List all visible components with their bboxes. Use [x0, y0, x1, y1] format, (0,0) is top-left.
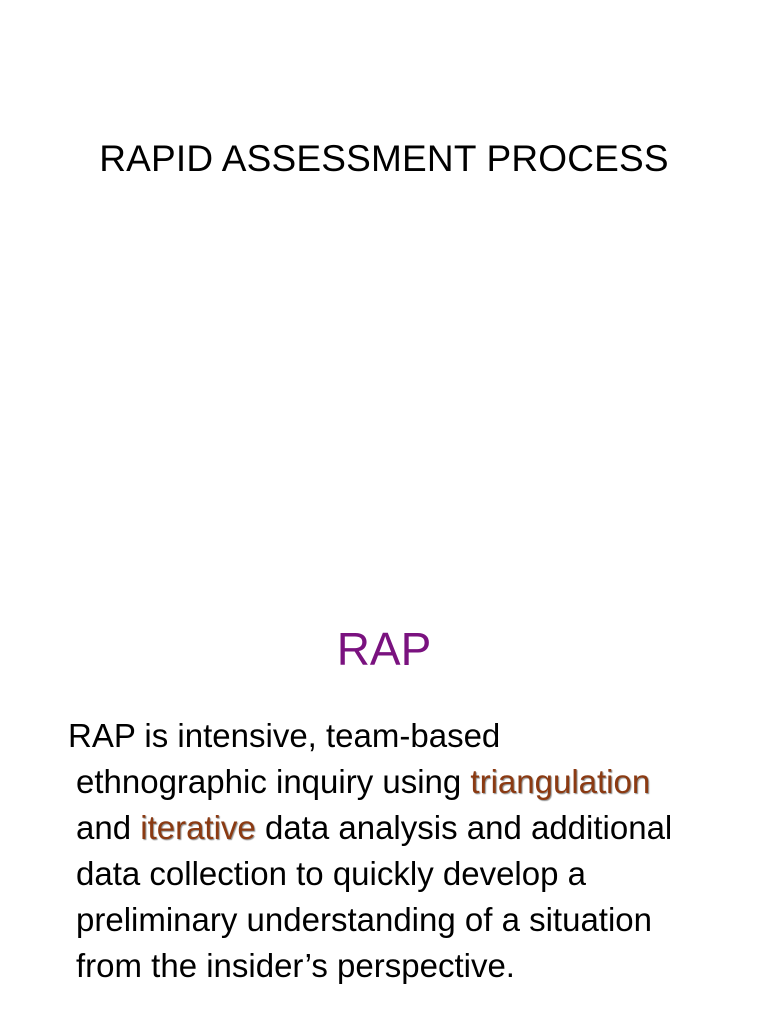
body-line-3-post: data analysis and additional — [255, 809, 673, 846]
body-line-3 — [60, 805, 740, 851]
body-line-6: from the insider’s perspective. — [76, 947, 515, 984]
emphasis-triangulation: triangulation — [470, 763, 651, 800]
body-line-2-text: ethnographic inquiry using — [76, 763, 471, 800]
slide-2 — [0, 512, 768, 1024]
body-line-1: RAP is intensive, team-based — [68, 717, 501, 754]
body-line-5: preliminary understanding of a situation — [76, 901, 653, 938]
body-line-2 — [60, 759, 740, 805]
slide-2-title: RAP — [336, 623, 432, 675]
body-line-4: data collection to quickly develop a — [76, 855, 586, 892]
emphasis-iterative: iterative — [140, 809, 256, 846]
slide-2-body — [60, 713, 740, 989]
body-line-3-pre: and — [76, 809, 141, 846]
slide-1-title: RAPID ASSESSMENT PROCESS — [99, 138, 669, 179]
